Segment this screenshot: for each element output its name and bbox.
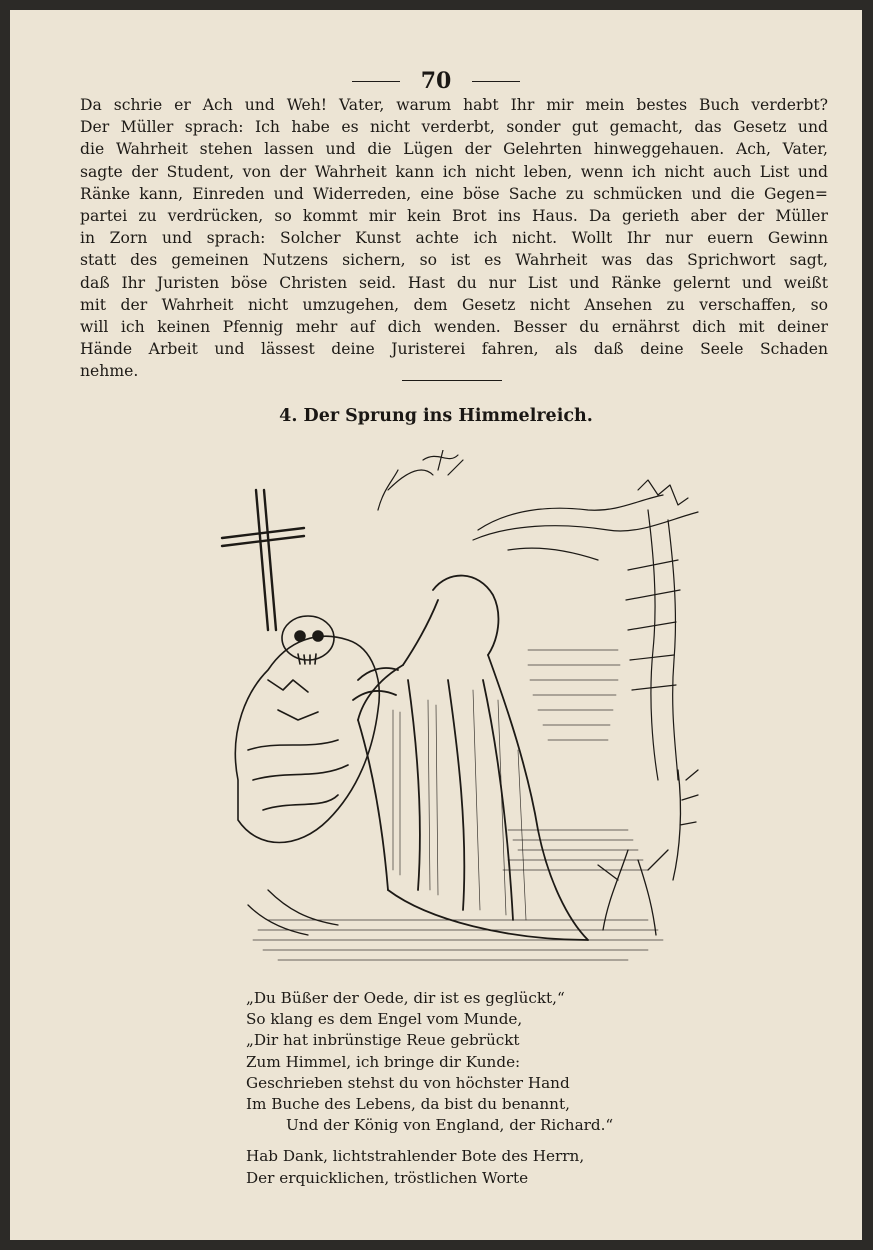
rock-mass bbox=[235, 636, 379, 842]
text-line: Der Müller sprach: Ich habe es nicht verderbt, sonder gut gemacht, das Gesetz und bbox=[80, 118, 828, 137]
text-line: die Wahrheit stehen lassen und die Lügen der Gelehrten hinweggehauen. Ach, Vater, bbox=[80, 140, 828, 159]
text-line: statt des gemeinen Nutzens sichern, so ist es Wahrheit was das Sprichwort sagt, bbox=[80, 251, 828, 270]
poem bbox=[246, 988, 666, 1189]
text-line: will ich keinen Pfennig mehr auf dich wenden. Besser du ernährst dich mit deiner bbox=[80, 318, 828, 337]
text-line: sagte der Student, von der Wahrheit kann ich nicht leben, wenn ich nicht auch List und bbox=[80, 162, 828, 181]
page-number: 70 bbox=[420, 68, 452, 94]
text-line: mit der Wahrheit nicht umzugehen, dem Gesetz nicht Ansehen zu verschaffen, so bbox=[80, 295, 828, 314]
header-rule-left bbox=[352, 81, 400, 82]
poem-line: Und der König von England, der Richard.“ bbox=[286, 1116, 614, 1135]
header-rule-right bbox=[472, 81, 520, 82]
poem-line: Zum Himmel, ich bringe dir Kunde: bbox=[246, 1052, 521, 1071]
foreground-plants bbox=[248, 770, 698, 935]
poem-line: Geschrieben stehst du von höchster Hand bbox=[246, 1073, 570, 1092]
background-landscape bbox=[378, 450, 698, 780]
poem-line: „Du Büßer der Oede, dir ist es geglückt,“ bbox=[246, 989, 565, 1007]
prose-paragraph bbox=[80, 94, 828, 383]
text-line: Ränke kann, Einreden und Widerreden, eine böse Sache zu schmücken und die Gegen= bbox=[80, 184, 828, 203]
ground-hatching bbox=[253, 650, 663, 960]
book-page bbox=[10, 10, 862, 1240]
cross bbox=[222, 490, 304, 630]
text-line: in Zorn und sprach: Solcher Kunst achte ich nicht. Wollt Ihr nur euern Gewinn bbox=[80, 229, 828, 248]
kneeling-hermit bbox=[353, 576, 588, 940]
poem-line: Der erquicklichen, tröstlichen Worte bbox=[246, 1168, 529, 1187]
text-line: nehme. bbox=[80, 362, 139, 381]
section-separator bbox=[402, 380, 502, 381]
text-line: daß Ihr Juristen böse Christen seid. Hast du nur List und Ränke gelernt und weißt bbox=[80, 273, 828, 292]
poem-line: Hab Dank, lichtstrahlender Bote des Herrn, bbox=[246, 1147, 585, 1166]
woodcut-illustration bbox=[208, 450, 708, 980]
poem-line: „Dir hat inbrünstige Reue gebrückt bbox=[246, 1031, 520, 1050]
section-heading: 4. Der Sprung ins Himmelreich. bbox=[279, 406, 593, 426]
poem-line: Im Buche des Lebens, da bist du benannt, bbox=[246, 1095, 570, 1114]
poem-line: So klang es dem Engel vom Munde, bbox=[246, 1010, 523, 1029]
skull-icon bbox=[282, 616, 334, 664]
stanza-gap bbox=[246, 1136, 666, 1146]
text-line: partei zu verdrücken, so kommt mir kein Brot ins Haus. Da gerieth aber der Müller bbox=[80, 207, 828, 226]
text-line: Da schrie er Ach und Weh! Vater, warum habt Ihr mir mein bestes Buch verderbt? bbox=[80, 96, 828, 114]
text-line: Hände Arbeit und lässest deine Juristerei fahren, als daß deine Seele Schaden bbox=[80, 340, 828, 359]
